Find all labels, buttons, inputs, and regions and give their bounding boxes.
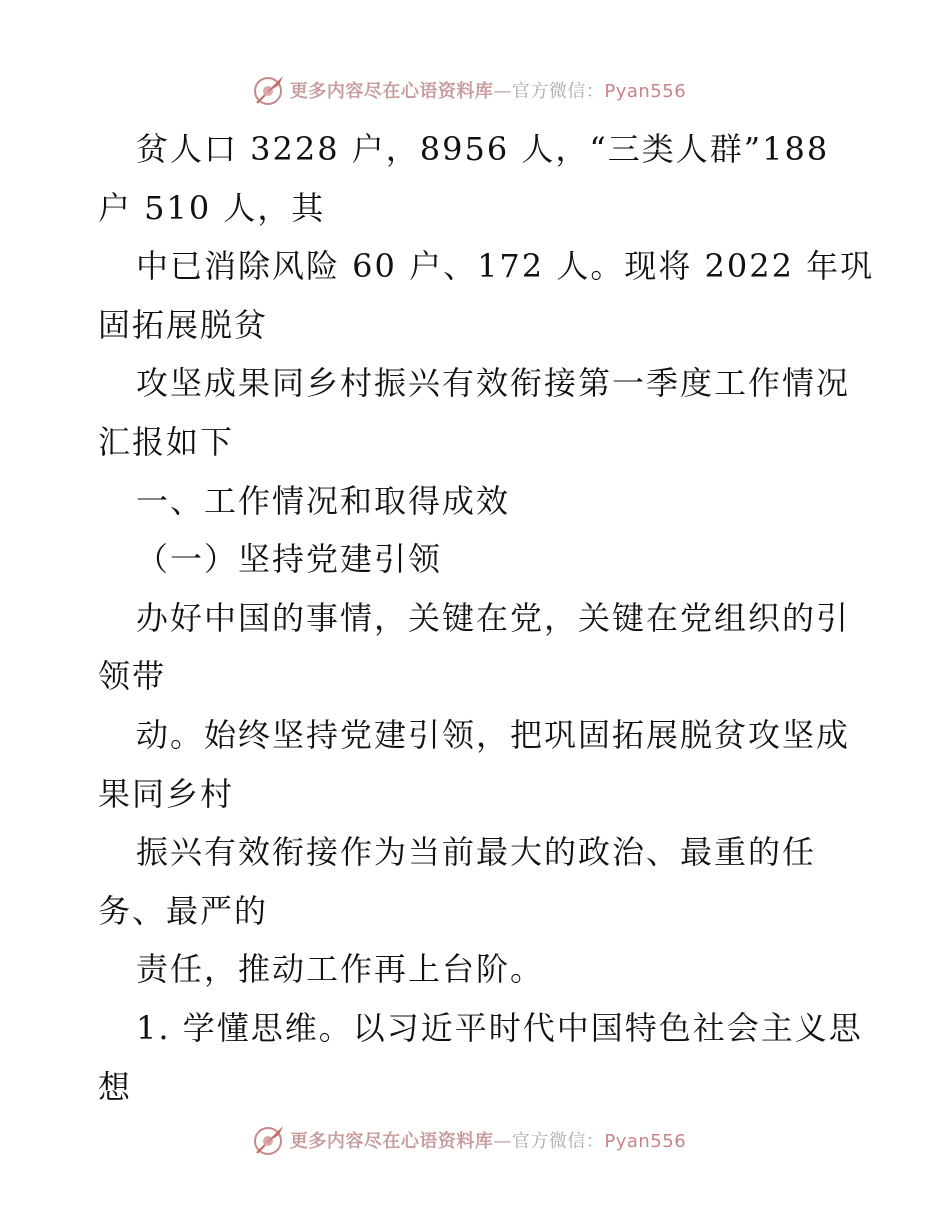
text-line: 一、工作情况和取得成效 <box>136 481 511 520</box>
text-line: 户 510 人，其 <box>98 188 326 227</box>
watermark-site-name: 更多内容尽在心语资料库 <box>289 1131 494 1152</box>
text-line: 办好中国的事情，关键在党，关键在党组织的引 <box>136 598 851 637</box>
watermark-site-name: 更多内容尽在心语资料库 <box>289 81 494 102</box>
watermark-wechat-label: 官方微信： <box>511 1131 605 1152</box>
text-line: 果同乡村 <box>98 774 235 813</box>
header-watermark <box>0 70 950 110</box>
text-line: 汇报如下 <box>98 422 235 461</box>
footer-watermark <box>0 1120 950 1160</box>
document-body <box>98 120 875 1116</box>
text-line: 领带 <box>98 657 167 696</box>
text-line: 责任，推动工作再上台阶。 <box>136 950 545 989</box>
text-line: 贫人口 3228 户，8956 人，“三类人群”188 <box>136 130 830 168</box>
text-line: 1. 学懂思维。以习近平时代中国特色社会主义思 <box>136 1008 863 1047</box>
text-line: 中已消除风险 60 户、172 人。现将 2022 年巩 <box>136 247 875 286</box>
text-line: 想 <box>98 1067 133 1106</box>
quill-logo-icon <box>252 1123 286 1157</box>
text-line: 动。始终坚持党建引领，把巩固拓展脱贫攻坚成 <box>136 715 851 754</box>
watermark-text <box>290 1127 686 1153</box>
text-line: 振兴有效衔接作为当前最大的政治、最重的任 <box>136 833 817 872</box>
text-line: 攻坚成果同乡村振兴有效衔接第一季度工作情况 <box>136 364 851 403</box>
quill-logo-icon <box>252 73 286 107</box>
text-line: 务、最严的 <box>98 891 269 930</box>
watermark-wechat-label: 官方微信： <box>511 81 605 102</box>
text-line: （一）坚持党建引领 <box>136 540 443 579</box>
watermark-text <box>290 77 686 103</box>
watermark-wechat-id: Pyan556 <box>604 81 687 102</box>
watermark-dash: — <box>493 81 512 102</box>
watermark-dash: — <box>493 1131 512 1152</box>
text-line: 固拓展脱贫 <box>98 305 269 344</box>
watermark-wechat-id: Pyan556 <box>604 1131 687 1152</box>
